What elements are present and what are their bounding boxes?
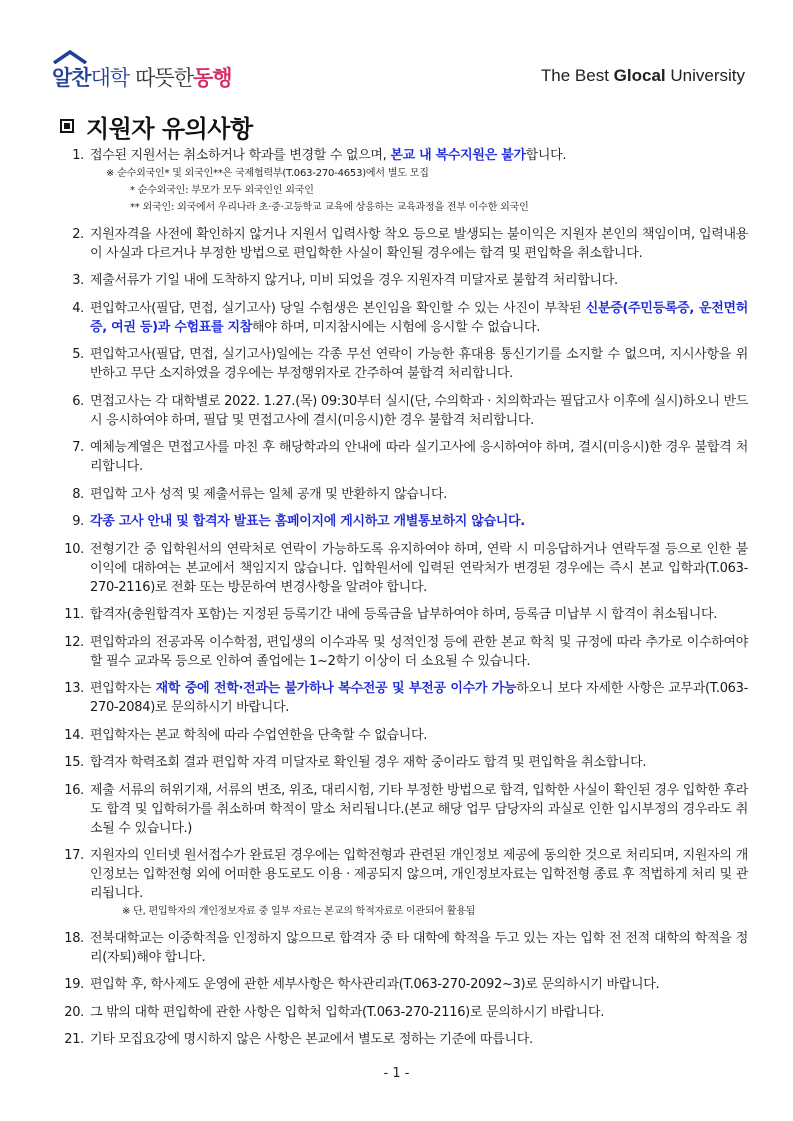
slogan [541, 66, 745, 86]
item-number: 5. [72, 347, 84, 362]
text-segment: 전형기간 중 입학원서의 연락처로 연락이 가능하도록 유지하여야 하며, 연락 시 미응답하거나 연락두절 등으로 인한 불이익에 대하여는 본교에서 책임지지 않습니다. 입학원서에 입력된 연락처가 변경된 경우에는 즉시 본교 입학과(T.063-270-2116)로 전화 또는 방문하여 변경사항을 알려야 합니다. [90, 541, 748, 595]
list-item [58, 726, 748, 745]
item-text [90, 345, 748, 383]
list-item [58, 975, 748, 994]
highlighted-text: 각종 고사 안내 및 합격자 발표는 홈페이지에 게시하고 개별통보하지 않습니다. [90, 514, 525, 529]
item-number: 3. [72, 273, 84, 288]
sub-note: * 순수외국인: 부모가 모두 외국인인 외국인 [130, 185, 314, 196]
item-number: 1. [72, 148, 84, 163]
item-number: 18. [64, 930, 84, 946]
logo-part-1: 알찬 [52, 66, 91, 90]
item-text [90, 781, 748, 838]
list-item [58, 929, 748, 967]
item-text [90, 485, 748, 504]
item-number: 16. [64, 782, 84, 798]
page-number: - 1 - [383, 1066, 410, 1081]
highlighted-text: 신분증(주민등록증, 운전면허증, 여권 등)과 수험표를 지참 [90, 300, 748, 335]
text-segment: 합격자 학력조회 결과 편입학 자격 미달자로 확인될 경우 재학 중이라도 합격 및 편입학을 취소합니다. [90, 755, 647, 770]
item-number: 7. [72, 440, 84, 455]
item-number: 20. [64, 1004, 84, 1020]
item-text [90, 146, 748, 216]
item-text [90, 633, 748, 671]
logo-part-2: 대학 [90, 66, 130, 90]
item-number: 21. [64, 1032, 84, 1047]
list-item [58, 225, 748, 263]
text-segment: 편입학고사(필답, 면접, 실기고사)일에는 각종 무선 연락이 가능한 휴대용 통신기기를 소지할 수 없으며, 지시사항을 위반하고 무단 소지하였을 경우에는 부정행위자로 간주하여 불합격 처리합니다. [90, 347, 748, 381]
item-text [90, 929, 748, 967]
list-item [58, 392, 748, 430]
text-segment: 합격자(충원합격자 포함)는 지정된 등록기간 내에 등록금을 납부하여야 하며, 등록금 미납부 시 합격이 취소됩니다. [90, 607, 718, 622]
text-segment: 합니다. [525, 148, 567, 163]
item-text [90, 726, 748, 745]
text-segment: 면접고사는 각 대학별로 2022. 1.27.(목) 09:30부터 실시(단, 수의학과 · 치의학과는 필답고사 이후에 실시)하오니 반드시 응시하여야 하며, 필답 및 면접고사에 결시(미응시)한 경우 불합격 처리합니다. [90, 393, 748, 428]
sub-note: ※ 단, 편입학자의 개인정보자료 중 일부 자료는 본교의 학적자료로 이관되어 활용됨 [122, 906, 476, 917]
highlighted-text: 재학 중에 전학·전과는 불가하나 복수전공 및 부전공 이수가 가능 [155, 681, 517, 696]
text-segment: 전북대학교는 이중학적을 인정하지 않으므로 합격자 중 타 대학에 학적을 두고 있는 자는 입학 전 전적 대학의 학적을 정리(자퇴)해야 합니다. [90, 930, 748, 965]
item-text [90, 846, 748, 920]
text-segment: 편입학자는 [90, 681, 156, 696]
item-text [90, 975, 748, 994]
item-number: 6. [72, 393, 84, 409]
page-header [0, 0, 793, 100]
item-number: 4. [72, 300, 84, 316]
text-segment: 제출서류가 기일 내에 도착하지 않거나, 미비 되었을 경우 지원자격 미달자로 불합격 처리합니다. [90, 273, 618, 288]
item-number: 10. [64, 541, 84, 557]
item-text [90, 225, 748, 263]
item-number: 13. [64, 681, 84, 696]
item-text [90, 540, 748, 597]
text-segment: 예체능계열은 면접고사를 마친 후 해당학과의 안내에 따라 실기고사에 응시하여야 하며, 결시(미응시)한 경우 불합격 처리합니다. [90, 440, 748, 474]
text-segment: 편입학 고사 성적 및 제출서류는 일체 공개 및 반환하지 않습니다. [90, 486, 448, 502]
square-bullet-icon [60, 119, 74, 133]
text-segment: 해야 하며, 미지참시에는 시험에 응시할 수 없습니다. [252, 319, 541, 335]
text-segment: 편입학 후, 학사제도 운영에 관한 세부사항은 학사관리과(T.063-270-2092~3)로 문의하시기 바랍니다. [90, 977, 660, 992]
item-number: 11. [64, 607, 84, 622]
list-item [58, 1030, 748, 1049]
list-item [58, 345, 748, 383]
item-number: 19. [64, 977, 84, 992]
list-item [58, 438, 748, 476]
highlighted-text: 본교 내 복수지원은 불가 [390, 148, 526, 163]
slogan-pre: The Best [540, 66, 614, 85]
slogan-bold: Glocal [613, 66, 666, 85]
item-number: 9. [72, 514, 84, 529]
item-text [90, 679, 748, 717]
text-segment: 편입학과의 전공과목 이수학점, 편입생의 이수과목 및 성적인정 등에 관한 본교 학칙 및 규정에 따라 추가로 이수하여야 할 필수 교과목 등으로 인하여 졸업에는 1~2학기 이상이 더 소요될 수 있습니다. [90, 634, 748, 669]
item-text [90, 438, 748, 476]
text-segment: 하오니 보다 자세한 사항은 교무과(T.063-270-2084)로 문의하시기 바랍니다. [90, 681, 749, 715]
item-number: 8. [72, 486, 84, 502]
list-item [58, 146, 748, 216]
list-item [58, 605, 748, 624]
item-text [90, 753, 748, 772]
text-segment: 지원자의 인터넷 원서접수가 완료된 경우에는 입학전형과 관련된 개인정보 제공에 동의한 것으로 처리되며, 지원자의 개인정보는 입학전형 외에 어떠한 용도로도 이용 · 제공되지 않으며, 개인정보자료는 입학전형 종료 후 적법하게 처리 및 관리됩니다. [90, 848, 748, 901]
sub-note: ** 외국인: 외국에서 우리나라 초·중·고등학교 교육에 상응하는 교육과정을 전부 이수한 외국인 [130, 202, 529, 213]
list-item [58, 1003, 748, 1022]
item-text [90, 512, 748, 531]
list-item [58, 512, 748, 531]
list-item [58, 679, 748, 717]
section-title-text: 지원자 유의사항 [86, 114, 253, 143]
list-item [58, 540, 748, 597]
logo-part-4: 동행 [193, 66, 232, 90]
item-number: 12. [64, 634, 84, 650]
item-text [90, 271, 748, 290]
list-item [58, 781, 748, 838]
notice-list [58, 146, 748, 1058]
item-number: 14. [64, 727, 84, 743]
list-item [58, 846, 748, 920]
list-item [58, 485, 748, 504]
item-text [90, 1030, 748, 1049]
item-text [90, 299, 748, 337]
text-segment: 편입학자는 본교 학칙에 따라 수업연한을 단축할 수 없습니다. [90, 727, 428, 743]
list-item [58, 753, 748, 772]
text-segment: 그 밖의 대학 편입학에 관한 사항은 입학처 입학과(T.063-270-2116)로 문의하시기 바랍니다. [90, 1004, 605, 1020]
item-text [90, 392, 748, 430]
sub-note: ※ 순수외국인* 및 외국인**은 국제협력부(T.063-270-4653)에서 별도 모집 [106, 168, 429, 179]
text-segment: 접수된 지원서는 취소하거나 학과를 변경할 수 없으며, [90, 148, 391, 163]
list-item [58, 633, 748, 671]
logo-wordmark [52, 62, 232, 92]
logo-part-3: 따뜻한 [135, 66, 194, 90]
slogan-post: University [665, 66, 745, 85]
item-text [90, 1003, 748, 1022]
item-number: 2. [72, 226, 84, 242]
text-segment: 편입학고사(필답, 면접, 실기고사) 당일 수험생은 본인임을 확인할 수 있는 사진이 부착된 [90, 300, 586, 316]
text-segment: 지원자격을 사전에 확인하지 않거나 지원서 입력사항 착오 등으로 발생되는 불이익은 지원자 본인의 책임이며, 입력내용이 사실과 다르거나 부정한 방법으로 편입학한 사실이 확인될 경우에는 합격 및 편입학을 취소합니다. [90, 226, 748, 261]
item-number: 17. [64, 848, 84, 863]
item-number: 15. [64, 755, 84, 770]
item-text [90, 605, 748, 624]
section-title [60, 108, 253, 144]
text-segment: 기타 모집요강에 명시하지 않은 사항은 본교에서 별도로 정하는 기준에 따릅니다. [90, 1032, 533, 1047]
list-item [58, 271, 748, 290]
list-item [58, 299, 748, 337]
text-segment: 제출 서류의 허위기재, 서류의 변조, 위조, 대리시험, 기타 부정한 방법으로 합격, 입학한 사실이 확인된 경우 입학한 후라도 합격 및 입학허가를 취소하며 학적이 말소 처리됩니다.(본교 해당 업무 담당자의 과실로 인한 입시부정의 경우라도 취소될 수 있습니다.) [90, 782, 748, 836]
